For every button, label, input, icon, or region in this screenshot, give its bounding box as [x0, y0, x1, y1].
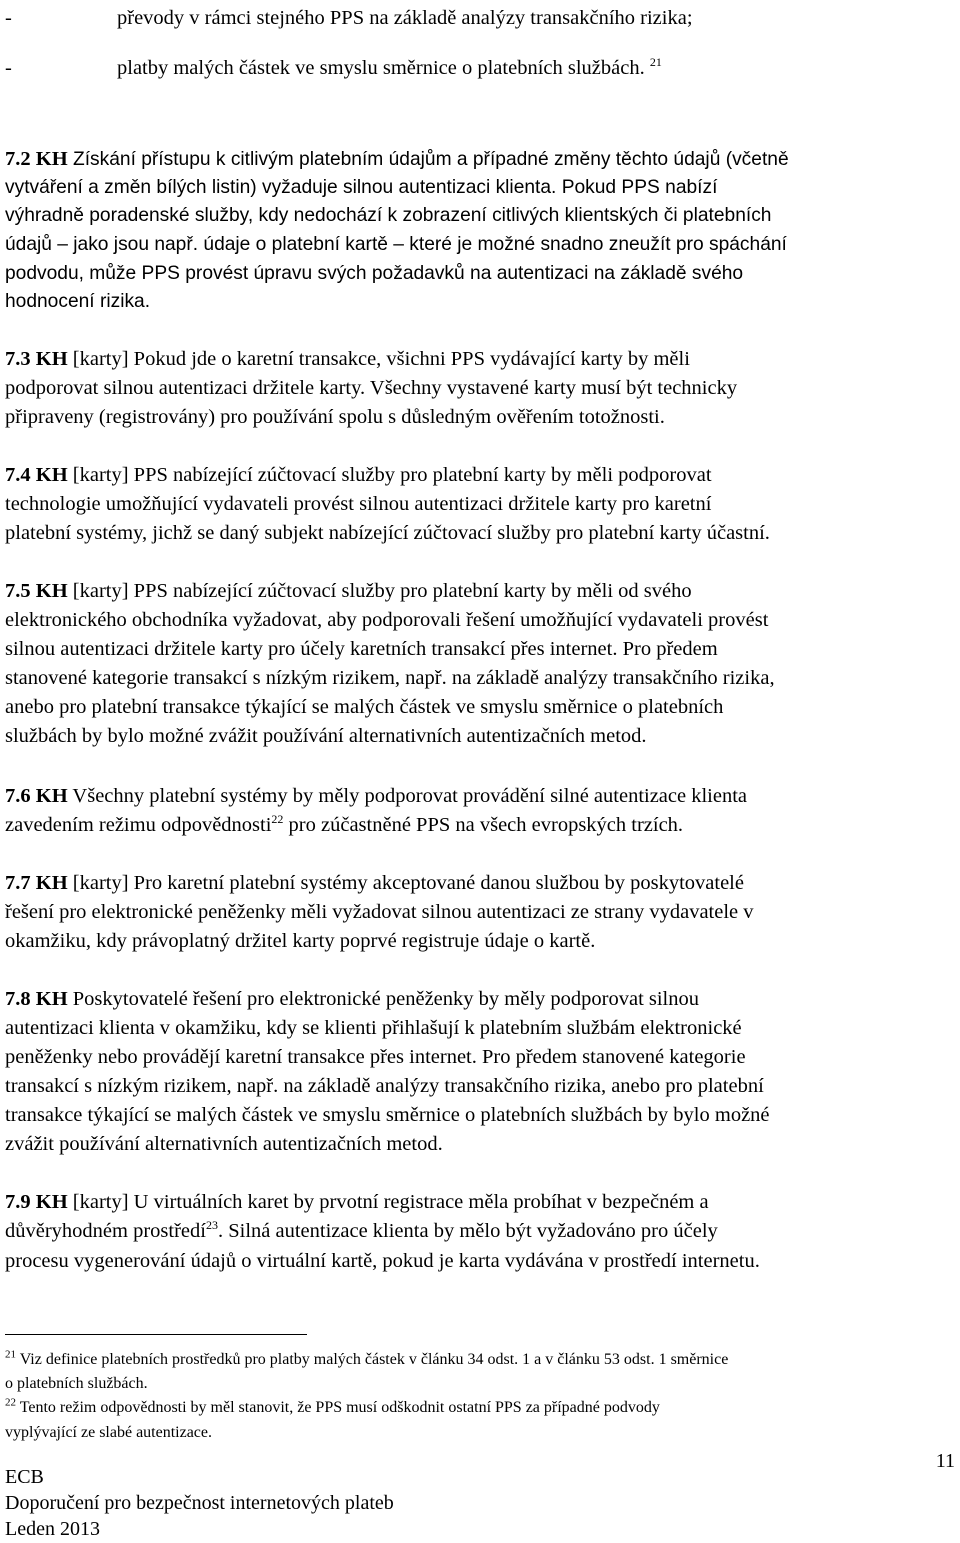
bullet-dash: -	[5, 7, 12, 29]
footnote-ref: 21	[649, 55, 662, 70]
bullet-item: převody v rámci stejného PPS na základě analýzy transakčního rizika;	[117, 7, 693, 29]
footnote-22: $^{22}$ Tento režim odpovědnosti by měl stanovit, že PPS musí odškodnit ostatní PPS za případné podvody	[5, 1396, 660, 1416]
footnote-ref: 22	[271, 812, 284, 827]
paragraph-line: hodnocení rizika.	[5, 291, 151, 312]
paragraph-line: okamžiku, kdy právoplatný držitel karty poprvé registruje údaje o kartě.	[5, 930, 596, 952]
paragraph-line: autentizaci klienta v okamžiku, kdy se klienti přihlašují k platebním službám elektronické	[5, 1017, 742, 1039]
paragraph-7-5: 7.5 KH [karty] PPS nabízející zúčtovací služby pro platební karty by měli od svého	[5, 580, 692, 602]
paragraph-line: podvodu, může PPS provést úpravu svých požadavků na autentizaci na základě svého	[5, 263, 744, 284]
footer-title: Doporučení pro bezpečnost internetových plateb	[5, 1492, 394, 1514]
paragraph-line: připraveny (registrovány) pro používání spolu s důsledným ověřením totožnosti.	[5, 406, 665, 428]
paragraph-line: údajů – jako jsou např. údaje o platební kartě – které je možné snadno zneužít pro spáchání	[5, 234, 787, 255]
footer-date: Leden 2013	[5, 1518, 100, 1540]
section-number: 7.4 KH	[5, 464, 68, 486]
footnote-ref: 23	[205, 1218, 218, 1233]
paragraph-line: technologie umožňující vydavateli provést silnou autentizaci držitele karty pro karetní	[5, 493, 712, 515]
paragraph-7-7: 7.7 KH [karty] Pro karetní platební systémy akceptované danou službou by poskytovatelé	[5, 872, 744, 894]
section-number: 7.8 KH	[5, 988, 68, 1010]
footer-org: ECB	[5, 1466, 44, 1488]
paragraph-line: zvážit používání alternativních autentizačních metod.	[5, 1133, 443, 1155]
paragraph-line: službách by bylo možné zvážit používání alternativních autentizačních metod.	[5, 725, 647, 747]
page-number: 11	[935, 1450, 955, 1472]
paragraph-line: důvěryhodném prostředí$^{23}$. Silná autentizace klienta by mělo být vyžadováno pro účely	[5, 1218, 718, 1242]
paragraph-line: zavedením režimu odpovědnosti$^{22}$ pro zúčastněné PPS na všech evropských trzích.	[5, 812, 684, 836]
paragraph-line: platební systémy, jichž se daný subjekt nabízející zúčtovací služby pro platební karty účastní.	[5, 522, 770, 544]
paragraph-line: transakcí s nízkým rizikem, např. na základě analýzy transakčního rizika, anebo pro platební	[5, 1075, 764, 1097]
paragraph-line: podporovat silnou autentizaci držitele karty. Všechny vystavené karty musí být technicky	[5, 377, 738, 399]
paragraph-line: stanovené kategorie transakcí s nízkým rizikem, např. na základě analýzy transakčního rizika,	[5, 667, 775, 689]
bullet-item: platby malých částek ve smyslu směrnice o platebních službách. $^{21}$	[117, 55, 662, 79]
section-number: 7.5 KH	[5, 580, 68, 602]
paragraph-7-4: 7.4 KH [karty] PPS nabízející zúčtovací služby pro platební karty by měli podporovat	[5, 464, 712, 486]
paragraph-line: procesu vygenerování údajů o virtuální kartě, pokud je karta vydávána v prostředí internetu.	[5, 1250, 760, 1272]
paragraph-7-6: 7.6 KH Všechny platební systémy by měly podporovat provádění silné autentizace klienta	[5, 785, 748, 807]
section-number: 7.7 KH	[5, 872, 68, 894]
paragraph-line: silnou autentizaci držitele karty pro účely karetních transakcí přes internet. Pro předem	[5, 638, 718, 660]
paragraph-line: řešení pro elektronické peněženky měli vyžadovat silnou autentizaci ze strany vydavatele v	[5, 901, 754, 923]
paragraph-7-3: 7.3 KH [karty] Pokud jde o karetní transakce, všichni PPS vydávající karty by měli	[5, 348, 690, 370]
section-number: 7.9 KH	[5, 1191, 68, 1213]
paragraph-line: transakce týkající se malých částek ve smyslu směrnice o platebních službách by bylo možné	[5, 1104, 770, 1126]
paragraph-7-2: 7.2 KH Získání přístupu k citlivým platebním údajům a případné změny těchto údajů (včetně	[5, 148, 789, 170]
section-number: 7.6 KH	[5, 785, 68, 807]
paragraph-line: vytváření a změn bílých listin) vyžaduje silnou autentizaci klienta. Pokud PPS nabízí	[5, 177, 718, 198]
paragraph-line: výhradně poradenské služby, kdy nedochází k zobrazení citlivých klientských či platebních	[5, 205, 772, 226]
footnote-line: vyplývající ze slabé autentizace.	[5, 1424, 213, 1441]
section-number: 7.2 KH	[5, 148, 68, 170]
paragraph-line: peněženky nebo provádějí karetní transakce přes internet. Pro předem stanovené kategorie	[5, 1046, 746, 1068]
footnote-line: o platebních službách.	[5, 1375, 148, 1392]
paragraph-7-9: 7.9 KH [karty] U virtuálních karet by prvotní registrace měla probíhat v bezpečném a	[5, 1191, 709, 1213]
paragraph-line: elektronického obchodníka vyžadovat, aby podporovali řešení umožňující vydavateli provést	[5, 609, 769, 631]
bullet-dash: -	[5, 57, 12, 79]
section-number: 7.3 KH	[5, 348, 68, 370]
footnote-separator	[5, 1334, 307, 1335]
paragraph-7-8: 7.8 KH Poskytovatelé řešení pro elektronické peněženky by měly podporovat silnou	[5, 988, 700, 1010]
footnote-21: $^{21}$ Viz definice platebních prostředků pro platby malých částek v článku 34 odst. 1 a v článku 53 odst. 1 směrnice	[5, 1348, 729, 1368]
paragraph-line: anebo pro platební transakce týkající se malých částek ve smyslu směrnice o platebních	[5, 696, 724, 718]
